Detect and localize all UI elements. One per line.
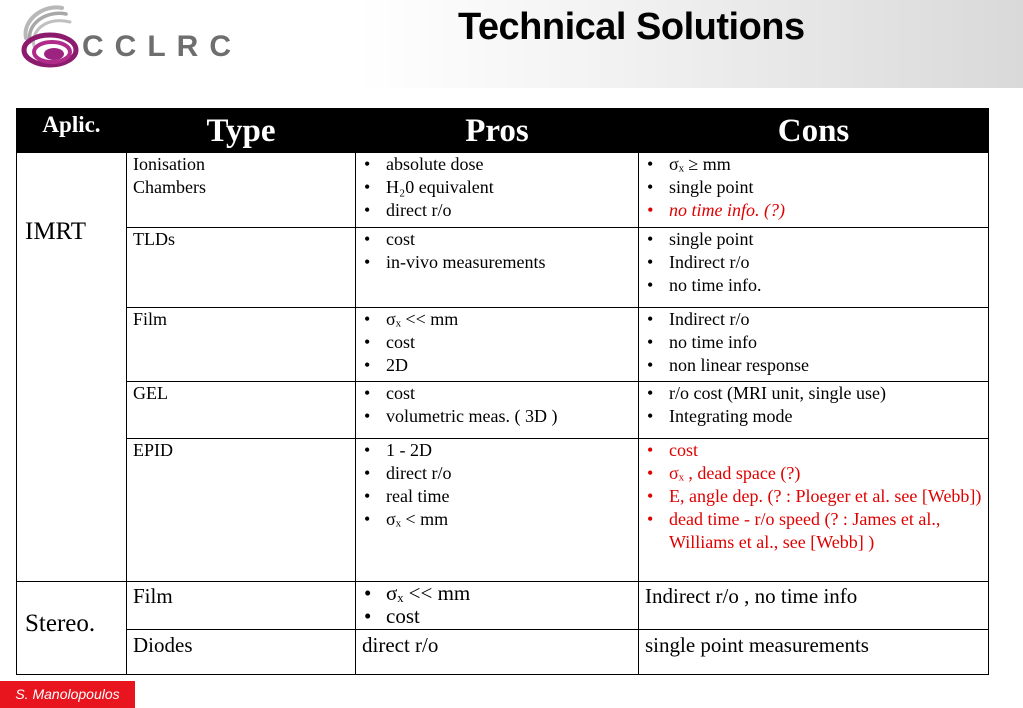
- list-item: • single point: [645, 176, 982, 199]
- table-row: [17, 382, 989, 439]
- list-item: • σₓ , dead space (?): [645, 462, 982, 485]
- list-item: • cost: [362, 331, 632, 354]
- list-item: • in-vivo measurements: [362, 251, 632, 274]
- type-line: EPID: [133, 440, 173, 460]
- list-item: • no time info: [645, 331, 982, 354]
- list-item: • absolute dose: [362, 153, 632, 176]
- cons-cell: [639, 228, 989, 308]
- column-header-application-extension: [17, 142, 127, 153]
- list-item: • Indirect r/o: [645, 251, 982, 274]
- table-row: [17, 228, 989, 308]
- table-row: [17, 153, 989, 228]
- list-item: • σₓ << mm: [362, 582, 632, 605]
- technical-solutions-table: [16, 108, 989, 675]
- cons-cell: [639, 308, 989, 382]
- list-item: • no time info. (?): [645, 199, 982, 222]
- list-item: • dead time - r/o speed (? : James et al., Williams et al., see [Webb] ): [645, 508, 982, 554]
- cons-cell: [639, 439, 989, 582]
- list-item: • non linear response: [645, 354, 982, 377]
- application-imrt: [17, 153, 127, 582]
- type-cell: [127, 228, 356, 308]
- table-header-row: [17, 109, 989, 142]
- list-item: • cost: [362, 382, 632, 405]
- cons-cell: single point measurements: [639, 630, 989, 675]
- pros-cell: [356, 439, 639, 582]
- list-item: • r/o cost (MRI unit, single use): [645, 382, 982, 405]
- column-header-pros: Pros: [356, 109, 639, 153]
- type-line: TLDs: [133, 229, 175, 249]
- list-item: • H₂0 equivalent: [362, 176, 632, 199]
- pros-cell: direct r/o: [356, 630, 639, 675]
- type-cell: [127, 382, 356, 439]
- slide-title: Technical Solutions: [458, 6, 805, 48]
- list-item: • volumetric meas. ( 3D ): [362, 405, 632, 428]
- type-line: GEL: [133, 383, 168, 403]
- type-cell: [127, 153, 356, 228]
- list-item: • Integrating mode: [645, 405, 982, 428]
- table-row: [17, 630, 989, 675]
- type-line: Chambers: [133, 177, 206, 197]
- pros-cell: [356, 582, 639, 630]
- pros-cell: [356, 228, 639, 308]
- list-item: • cost: [645, 439, 982, 462]
- column-header-cons: Cons: [639, 109, 989, 153]
- type-cell: [127, 308, 356, 382]
- type-cell: [127, 439, 356, 582]
- list-item: • no time info.: [645, 274, 982, 297]
- list-item: • σₓ < mm: [362, 508, 632, 531]
- table-row: [17, 308, 989, 382]
- pros-cell: [356, 382, 639, 439]
- list-item: • cost: [362, 228, 632, 251]
- application-label: Stereo.: [25, 610, 96, 637]
- list-item: • 2D: [362, 354, 632, 377]
- cons-cell: [639, 382, 989, 439]
- cons-cell: [639, 153, 989, 228]
- type-line: Film: [133, 309, 168, 329]
- table-row: [17, 439, 989, 582]
- list-item: • direct r/o: [362, 199, 632, 222]
- list-item: • Indirect r/o: [645, 308, 982, 331]
- list-item: • σₓ << mm: [362, 308, 632, 331]
- logo-text: CCLRC: [82, 30, 242, 63]
- list-item: • σₓ ≥ mm: [645, 153, 982, 176]
- application-stereo: [17, 582, 127, 675]
- column-header-application: Aplic.: [17, 109, 127, 142]
- type-cell: Film: [127, 582, 356, 630]
- type-cell: Diodes: [127, 630, 356, 675]
- cclrc-swirl-logo-icon: [14, 2, 84, 74]
- list-item: • single point: [645, 228, 982, 251]
- table-row: [17, 582, 989, 630]
- author-badge: S. Manolopoulos: [0, 681, 135, 708]
- list-item: • E, angle dep. (? : Ploeger et al. see [Webb]): [645, 485, 982, 508]
- column-header-type: Type: [127, 109, 356, 153]
- pros-cell: [356, 308, 639, 382]
- application-label: IMRT: [25, 218, 86, 245]
- list-item: • direct r/o: [362, 462, 632, 485]
- list-item: • cost: [362, 605, 632, 628]
- cons-cell: Indirect r/o , no time info: [639, 582, 989, 630]
- pros-cell: [356, 153, 639, 228]
- list-item: • 1 - 2D: [362, 439, 632, 462]
- list-item: • real time: [362, 485, 632, 508]
- type-line: Ionisation: [133, 154, 205, 174]
